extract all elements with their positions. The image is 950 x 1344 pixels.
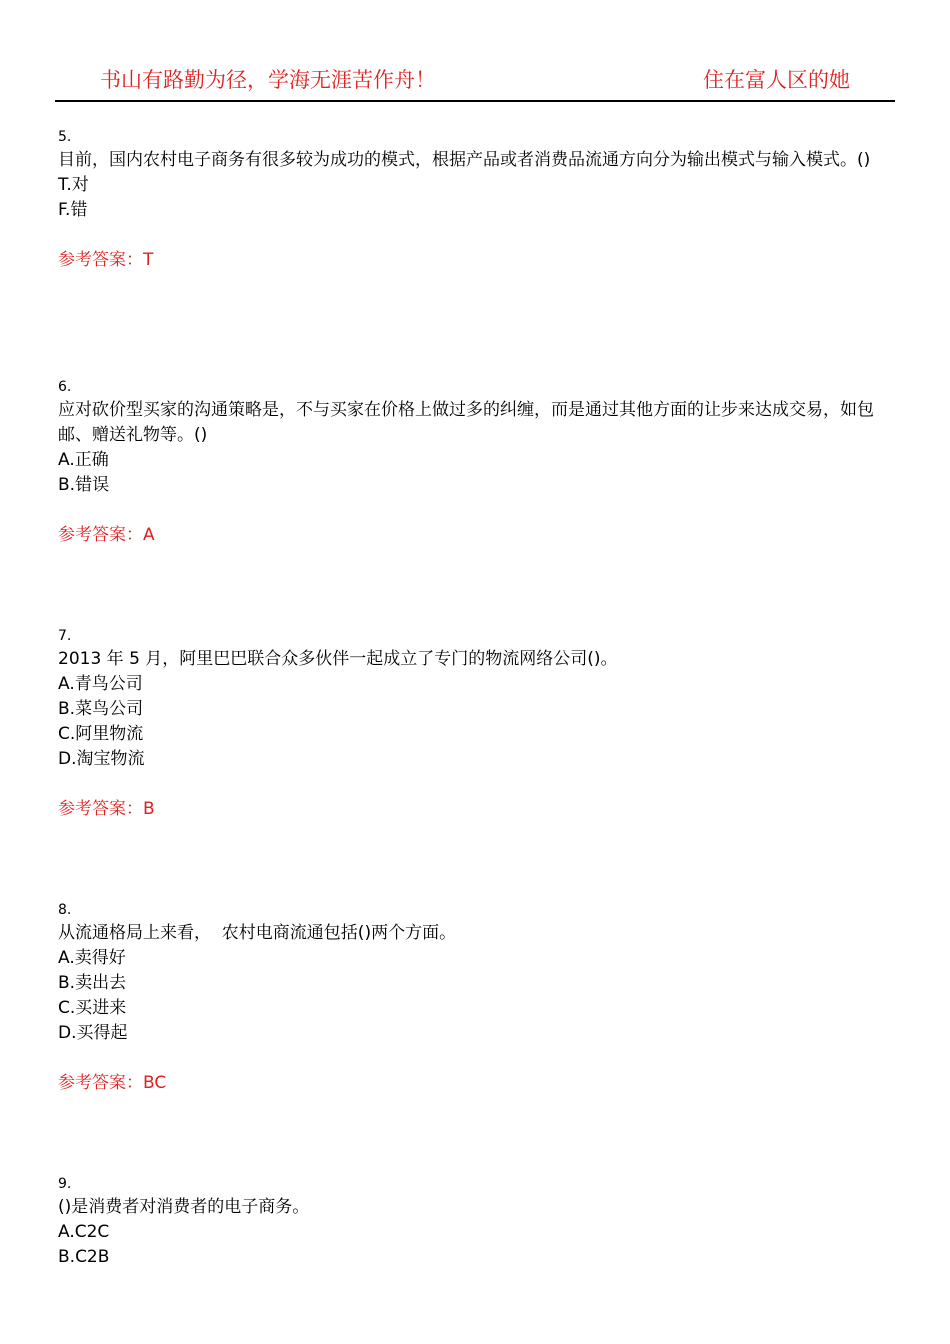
question-text: 应对砍价型买家的沟通策略是，不与买家在价格上做过多的纠缠，而是通过其他方面的让步来达成交易，如包邮、赠送礼物等。() <box>58 400 874 445</box>
question-text: 2013 年 5 月，阿里巴巴联合众多伙伴一起成立了专门的物流网络公司()。 <box>58 649 618 669</box>
answer-label: 参考答案：T <box>58 250 154 270</box>
question-text: 目前，国内农村电子商务有很多较为成功的模式，根据产品或者消费品流通方向分为输出模式与输入模式。() <box>58 150 871 170</box>
question-6 <box>58 378 898 548</box>
header-author: 住在富人区的她 <box>703 68 850 92</box>
question-number: 5. <box>58 129 72 145</box>
option-item: T.对 <box>58 175 89 195</box>
question-9 <box>58 1175 898 1270</box>
option-item: A.C2C <box>58 1222 110 1242</box>
header-motto: 书山有路勤为径，学海无涯苦作舟！ <box>100 68 436 92</box>
answer-label: 参考答案：B <box>58 799 155 819</box>
answer-label: 参考答案：A <box>58 525 155 545</box>
option-item: B.C2B <box>58 1247 110 1267</box>
option-item: C.买进来 <box>58 998 127 1018</box>
answer-label: 参考答案：BC <box>58 1073 167 1093</box>
option-item: A.卖得好 <box>58 948 126 968</box>
page-header <box>55 60 895 102</box>
option-item: D.买得起 <box>58 1023 128 1043</box>
question-number: 8. <box>58 902 72 918</box>
option-item: A.青鸟公司 <box>58 674 143 694</box>
option-item: D.淘宝物流 <box>58 749 145 769</box>
question-number: 6. <box>58 379 72 395</box>
option-item: F.错 <box>58 200 88 220</box>
question-7 <box>58 627 898 822</box>
question-number: 9. <box>58 1176 72 1192</box>
question-5 <box>58 128 898 273</box>
option-item: A.正确 <box>58 450 109 470</box>
question-text: ()是消费者对消费者的电子商务。 <box>58 1197 310 1217</box>
question-text: 从流通格局上来看， 农村电商流通包括()两个方面。 <box>58 923 457 943</box>
option-item: B.错误 <box>58 475 110 495</box>
question-number: 7. <box>58 628 72 644</box>
question-8 <box>58 901 898 1096</box>
option-item: B.卖出去 <box>58 973 127 993</box>
option-item: B.菜鸟公司 <box>58 699 144 719</box>
option-item: C.阿里物流 <box>58 724 144 744</box>
